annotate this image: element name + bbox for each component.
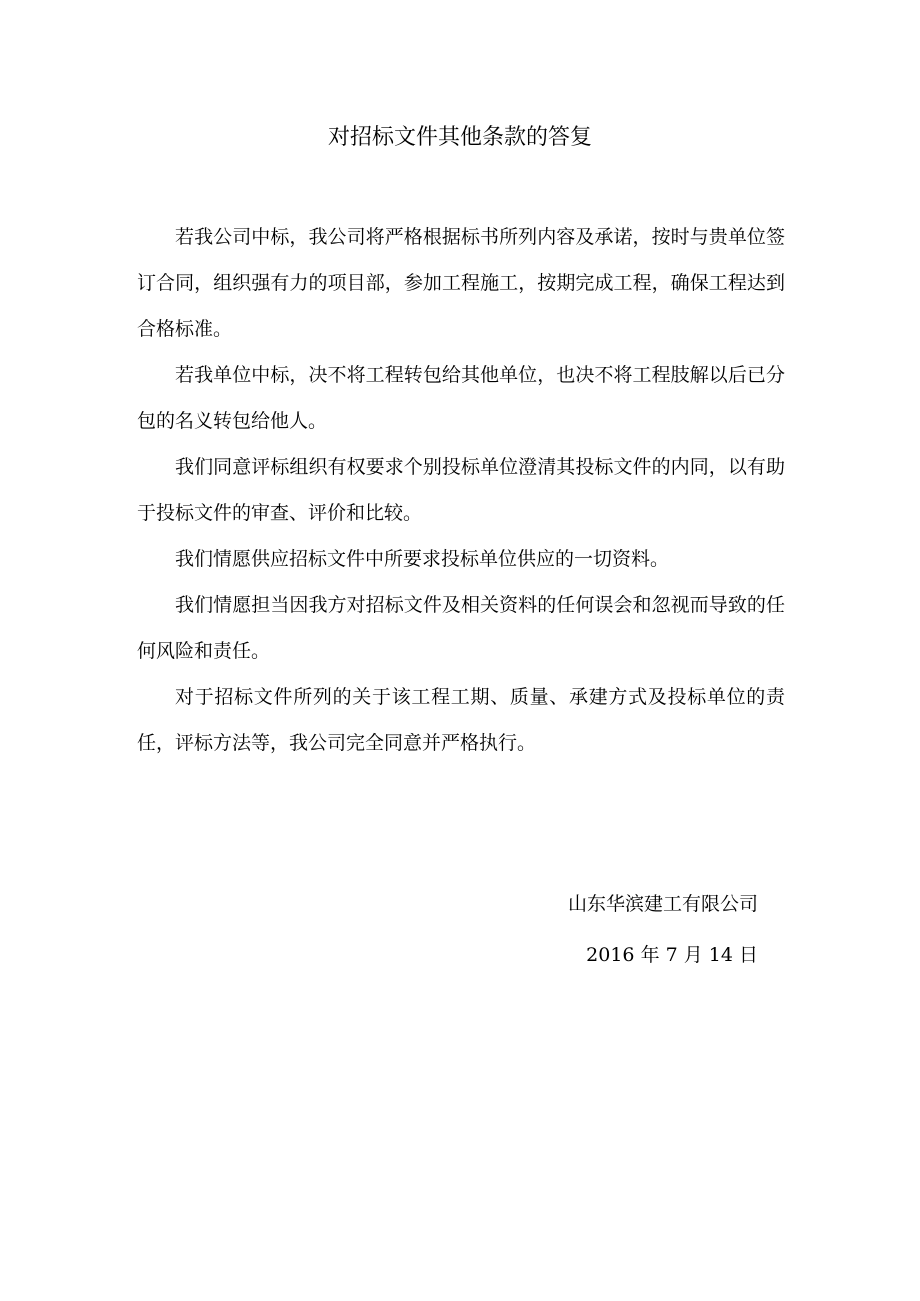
- document-title: 对招标文件其他条款的答复: [327, 125, 592, 150]
- paragraph: 我们情愿担当因我方对招标文件及相关资料的任何误会和忽视而导致的任何风险和责任。: [137, 594, 785, 662]
- paragraph: 我们同意评标组织有权要求个别投标单位澄清其投标文件的内同，以有助于投标文件的审查、评价和比较。: [137, 456, 785, 524]
- signature-company: 山东华滨建工有限公司: [567, 893, 758, 915]
- paragraph: 若我公司中标，我公司将严格根据标书所列内容及承诺，按时与贵单位签订合同，组织强有力的项目部，参加工程施工，按期完成工程，确保工程达到合格标准。: [137, 226, 785, 340]
- document-body: [137, 214, 785, 766]
- paragraph: 若我单位中标，决不将工程转包给其他单位，也决不将工程肢解以后已分包的名义转包给他人。: [137, 364, 785, 432]
- paragraph: 我们情愿供应招标文件中所要求投标单位供应的一切资料。: [175, 548, 670, 570]
- paragraph: 对于招标文件所列的关于该工程工期、质量、承建方式及投标单位的责任，评标方法等，我公司完全同意并严格执行。: [137, 686, 785, 754]
- signature-date: 2016 年 7 月 14 日: [586, 944, 758, 966]
